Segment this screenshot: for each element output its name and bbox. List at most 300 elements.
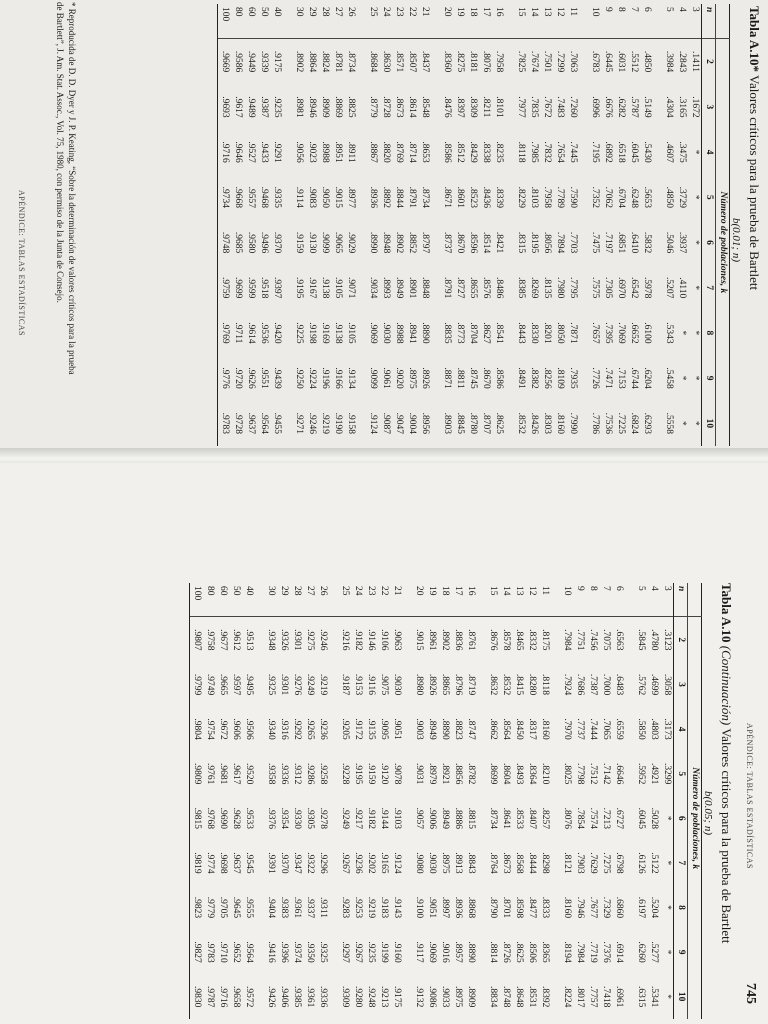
value-cell: .9099 [368,367,378,389]
value-cell: .3123 [662,629,672,651]
spacer-cell [329,583,338,617]
table-row [527,4,540,446]
row-n-cell: 30 [264,583,277,617]
value-cell: .9195 [353,763,363,785]
value-cell: .9278 [318,807,328,829]
value-cell: .9216 [340,629,350,651]
value-cell: .8823 [453,718,463,740]
value-cell: .9175 [392,985,402,1008]
column-header-k-9: 9 [702,356,716,401]
value-cell: .9586 [233,50,243,73]
value-cell: .8210 [540,763,550,785]
row-n-cell: 19 [453,4,466,38]
value-cell: .7958 [494,50,504,73]
value-cell: .8993 [381,277,391,299]
value-cell: .8578 [501,629,511,651]
value-cell: .9391 [266,852,276,874]
value-cell: .8921 [440,763,450,785]
value-cell: .9804 [190,707,204,752]
value-cell: .9551 [259,367,269,389]
value-cell: .8653 [420,141,430,163]
value-cell: .7475 [590,231,600,254]
value-cell: .8949 [394,277,404,299]
value-cell: .9249 [305,673,315,696]
value-cell: .8486 [494,277,504,299]
value-cell: .9030 [381,322,391,344]
value-cell: .7674 [529,50,539,73]
value-cell: .9361 [292,896,302,919]
value-cell: .6914 [614,941,624,963]
value-cell: .9420 [272,322,282,344]
value-cell: .9158 [346,412,356,435]
column-header-k-7: 7 [674,841,688,886]
table-row [216,583,229,1019]
value-cell: .8779 [368,96,378,118]
group-spacer [477,583,486,1019]
value-cell: .9202 [366,852,376,874]
value-cell: .9433 [259,141,269,163]
table-row [257,4,270,446]
populations-header: Número de poblaciones, k [688,617,702,1019]
value-cell: .7536 [603,412,613,435]
value-cell: .8298 [540,852,550,874]
spacer-cell [357,38,366,446]
value-cell: .7065 [601,718,611,740]
value-cell: .8990 [368,231,378,254]
spacer-cell [403,617,412,1019]
value-cell: .7984 [562,629,572,651]
value-cell: .5343 [664,322,674,344]
value-cell: .9809 [190,751,204,796]
value-cell: .9144 [379,807,389,829]
value-cell: .9652 [231,941,241,963]
group-spacer [551,583,560,1019]
row-n-cell: 9 [601,4,614,38]
table-row [264,583,277,1019]
value-cell: .9169 [320,322,330,344]
value-cell: .9198 [307,322,317,344]
value-cell: .8121 [562,852,572,874]
value-cell: .8444 [527,852,537,874]
value-cell: .9225 [294,322,304,344]
value-cell: .9787 [205,985,215,1008]
value-cell: .8160 [562,896,572,919]
value-cell: .4850 [664,186,674,208]
value-cell: .9711 [233,322,243,344]
row-n-cell: 18 [438,583,451,617]
value-cell: .9513 [244,629,254,651]
value-cell: .9190 [333,412,343,435]
value-cell: .9105 [333,277,343,299]
value-cell: .8385 [516,277,526,299]
row-n-cell: 28 [290,583,303,617]
value-cell: .8568 [514,852,524,874]
group-spacer [625,583,634,1019]
value-cell: .9030 [427,852,437,874]
value-cell: .8229 [516,186,526,208]
value-cell: .7958 [542,186,552,208]
value-cell: .8630 [381,50,391,73]
value-cell: .8076 [562,807,572,829]
value-cell: .8050 [555,322,565,344]
value-cell: .3299 [662,763,672,785]
group-spacer [283,4,292,446]
value-cell: .8118 [540,673,550,696]
value-cell: .8269 [529,277,539,299]
value-cell: .8868 [466,896,476,919]
value-cell: .9172 [353,718,363,740]
table-row [588,4,601,446]
table-row [486,583,499,1019]
value-cell: .9228 [340,763,350,785]
value-cell: .7657 [590,322,600,344]
row-n-cell: 5 [634,583,647,617]
value-cell: .8926 [427,673,437,696]
value-cell: .9196 [320,367,330,389]
value-cell: .3729 [677,186,687,208]
table-row [425,583,438,1019]
value-cell: .9774 [205,852,215,874]
table-row [688,4,702,446]
value-cell: .9699 [233,277,243,299]
value-cell: .8714 [407,141,417,163]
table-row [634,583,647,1019]
spacer-cell [505,38,514,446]
value-cell: .9143 [392,896,402,919]
value-cell: .6798 [614,852,624,874]
value-cell: .9217 [353,807,363,829]
value-cell: .7590 [568,186,578,208]
value-cell: .9645 [231,896,241,919]
value-cell: .8160 [555,412,565,435]
value-cell: .8211 [481,96,491,118]
value-cell: .9495 [244,673,254,696]
value-cell: .8836 [453,629,463,651]
spacer-cell [255,617,264,1019]
row-n-cell: 60 [244,4,257,38]
value-cell: .8309 [468,96,478,118]
column-header-k-4: 4 [674,707,688,752]
value-cell: .8975 [440,852,450,874]
table-subtitle: b(0.01; n) [730,218,742,262]
value-cell: .9063 [392,629,402,651]
value-cell: .8160 [540,718,550,740]
row-n-cell: 29 [305,4,318,38]
value-cell: .8601 [455,186,465,208]
value-cell: .8532 [501,673,511,696]
value-cell: .8820 [381,141,391,163]
group-spacer [431,4,440,446]
value-cell: .7871 [568,322,578,344]
table-row [438,583,451,1019]
value-cell: * [690,194,700,200]
page-number: 745 [743,983,758,1004]
value-cell: .7352 [590,186,600,208]
n-header: n [702,4,716,38]
value-cell: .8339 [494,186,504,208]
value-cell: .9827 [190,930,204,975]
value-cell: .9057 [414,807,424,829]
table-row [303,583,316,1019]
row-n-cell: 23 [364,583,377,617]
value-cell: .7418 [601,985,611,1008]
value-cell: .9061 [381,367,391,389]
value-cell: .9265 [305,718,315,740]
value-cell: .9004 [407,412,417,435]
spacer-cell [653,4,662,38]
value-cell: .6445 [603,50,613,73]
value-cell: .9761 [205,763,215,785]
value-cell: .7299 [555,50,565,73]
table-row [451,583,464,1019]
spacer-cell [255,583,264,617]
value-cell: .8598 [514,896,524,919]
value-cell: .2843 [677,50,687,73]
value-cell: .8648 [514,985,524,1008]
value-cell: .4110 [677,277,687,299]
value-cell: .8796 [453,673,463,696]
value-cell: .9354 [279,807,289,829]
value-cell: .8670 [481,367,491,389]
value-cell: .8670 [455,231,465,254]
value-cell: .9153 [353,673,363,696]
row-n-cell: 11 [538,583,551,617]
value-cell: .9374 [292,941,302,963]
value-cell: .9146 [366,629,376,651]
value-cell: .8737 [442,231,452,254]
value-cell: .8946 [307,96,317,118]
value-cell: .6744 [629,367,639,389]
value-cell: .8988 [394,322,404,344]
value-cell: .8909 [466,985,476,1008]
value-cell: .8625 [494,412,504,435]
row-n-cell: 5 [662,4,675,38]
value-cell: .8791 [442,277,452,299]
value-cell: .6559 [614,718,624,740]
value-cell: .9617 [231,763,241,785]
value-cell: .9050 [320,186,330,208]
row-n-cell: 80 [203,583,216,617]
value-cell: .8734 [420,186,430,208]
value-cell: .9397 [272,277,282,299]
value-cell: .7686 [575,673,585,696]
value-cell: .8797 [420,231,430,254]
value-cell: .9776 [218,356,232,401]
critical-values-table-005 [189,583,702,1019]
value-cell: .5204 [649,896,659,919]
value-cell: .9599 [246,277,256,299]
value-cell: .8865 [440,673,450,696]
value-cell: .3165 [677,96,687,118]
value-cell: .8627 [481,322,491,344]
table-subtitle-bottom: b(0.05; n) [702,791,714,835]
value-cell: .9637 [246,412,256,435]
value-cell: .9051 [392,718,402,740]
table-row [660,583,674,1019]
value-cell: .8477 [527,896,537,919]
value-cell: .9135 [366,718,376,740]
row-n-cell: 17 [479,4,492,38]
table-row [277,583,290,1019]
value-cell: .9336 [279,763,289,785]
value-cell: .9506 [244,718,254,740]
value-cell: .9080 [414,852,424,874]
value-cell: .9597 [231,673,241,696]
value-cell: .9275 [305,629,315,651]
row-n-cell: 8 [586,583,599,617]
value-cell: .8825 [346,96,356,118]
value-cell: .8109 [555,367,565,389]
value-cell: .9426 [266,985,276,1008]
row-n-cell: 80 [231,4,244,38]
value-cell: .8902 [394,231,404,254]
value-cell: .7672 [542,96,552,118]
value-cell: .7395 [603,322,613,344]
value-cell: .6282 [616,96,626,118]
value-cell: .8257 [540,807,550,829]
table-wrapper [217,4,730,446]
value-cell: .8780 [468,412,478,435]
value-cell: .5762 [636,673,646,696]
footnote [54,2,78,448]
table-row [418,4,431,446]
running-head: APÉNDICE: TABLAS ESTADÍSTICAS [17,190,26,336]
value-cell: .7075 [601,629,611,651]
spacer-cell [403,583,412,617]
value-cell: .8332 [527,629,537,651]
value-cell: .8684 [368,50,378,73]
row-n-cell: 21 [418,4,431,38]
value-cell: .9309 [340,985,350,1008]
row-n-cell: 26 [316,583,329,617]
value-cell: .9819 [190,841,204,886]
value-cell: .7977 [516,96,526,118]
table-row [662,4,675,446]
value-cell: .8747 [466,718,476,740]
table-row [573,583,586,1019]
table-row [344,4,357,446]
value-cell: .9348 [266,629,276,651]
table-row [599,583,612,1019]
value-cell: .8852 [407,231,417,254]
value-cell: .9235 [366,941,376,963]
value-cell: .8317 [527,718,537,740]
value-cell: .9205 [340,718,350,740]
value-cell: .8056 [542,231,552,254]
value-cell: .7501 [542,50,552,73]
value-cell: .9083 [307,186,317,208]
value-cell: .9449 [246,50,256,73]
value-cell: .9105 [346,322,356,344]
value-cell: .7629 [588,852,598,874]
value-cell: .7786 [590,412,600,435]
value-cell: .9249 [340,807,350,829]
value-cell: .8586 [494,367,504,389]
value-cell: .9612 [231,629,241,651]
value-cell: .9015 [333,186,343,208]
value-cell: .9358 [266,763,276,785]
value-cell: .8673 [501,852,511,874]
value-cell: .3937 [677,231,687,254]
spacer-cell [653,38,662,446]
row-n-cell: 7 [627,4,640,38]
table-row [647,583,660,1019]
value-cell: .9385 [292,985,302,1008]
value-cell: .8977 [346,186,356,208]
value-cell: .9236 [353,852,363,874]
table-row [218,4,232,446]
table-row [612,583,625,1019]
value-cell: .9783 [205,941,215,963]
value-cell: .9799 [190,662,204,707]
value-cell: .8704 [468,322,478,344]
value-cell: .8814 [488,941,498,963]
value-cell: .9637 [231,852,241,874]
value-cell: .9160 [392,941,402,963]
column-header-k-9: 9 [674,930,688,975]
table-title [746,6,762,446]
value-cell: .7512 [588,763,598,785]
value-cell: .9071 [346,277,356,299]
value-cell: .6824 [629,412,639,435]
value-cell: .8909 [320,96,330,118]
value-cell: .4921 [649,763,659,785]
value-cell: .7195 [590,141,600,163]
value-cell: .8911 [346,141,356,163]
value-cell: .9685 [233,231,243,254]
value-cell: .9182 [366,807,376,829]
running-head-bottom: APÉNDICE: TABLAS ESTADÍSTICAS [745,723,754,869]
row-n-cell: 7 [599,583,612,617]
value-cell: .9439 [272,367,282,389]
row-n-cell: 15 [514,4,527,38]
value-cell: .8360 [442,50,452,73]
value-cell: .8890 [420,322,430,344]
table-number: Tabla A.10* [747,6,762,72]
value-cell: * [662,949,672,955]
value-cell: .8936 [368,186,378,208]
value-cell: .8514 [481,231,491,254]
table-row [305,4,318,446]
value-cell: .5978 [642,277,652,299]
value-cell: .8426 [529,412,539,435]
populations-header: Número de poblaciones, k [716,38,730,446]
row-n-cell: 25 [338,583,351,617]
value-cell: .9326 [279,629,289,651]
value-cell: .8256 [542,367,552,389]
value-cell: .6727 [614,807,624,829]
value-cell: .8512 [455,141,465,163]
critical-values-table-001 [217,4,730,446]
value-cell: .9301 [292,629,302,651]
value-cell: .6783 [590,50,600,73]
row-n-cell: 17 [451,583,464,617]
value-cell: .8118 [516,141,526,163]
value-cell: .7260 [568,96,578,118]
value-cell: .8421 [494,231,504,254]
value-cell: .8224 [562,985,572,1008]
value-cell: .7197 [603,231,613,254]
value-cell: .8781 [333,50,343,73]
value-cell: .7935 [568,367,578,389]
value-cell: .9335 [272,186,282,208]
value-cell: .8596 [468,231,478,254]
value-cell: .9759 [218,265,232,310]
table-row [499,583,512,1019]
value-cell: .8902 [440,629,450,651]
value-cell: .8726 [501,941,511,963]
group-spacer [255,583,264,1019]
